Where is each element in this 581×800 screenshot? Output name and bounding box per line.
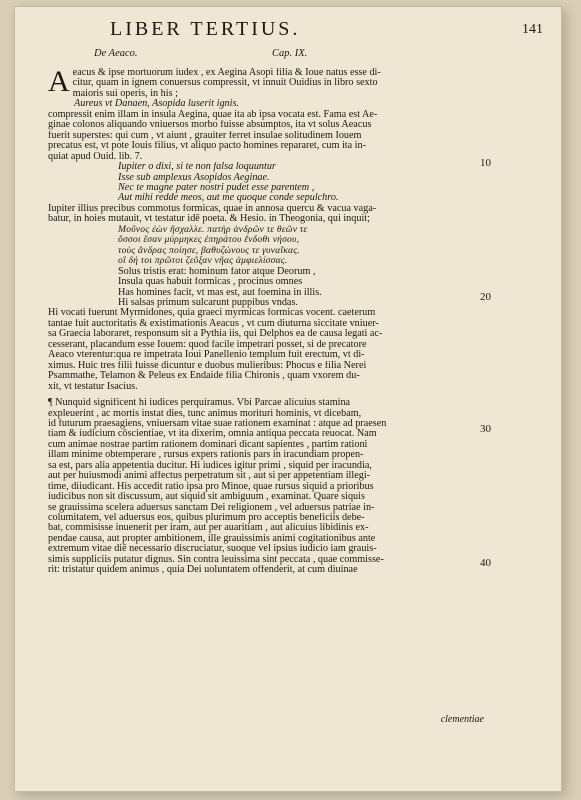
greek-verse-line: οἳ δή τοι πρῶτοι ζεῦξαν νῆας ἀμφιελίσσας. [118,256,288,267]
text-line: citur, quam in ignem conuersus compressit, vt innuit Ouidius in libro sexto [72,78,378,89]
text-line: Hi vocati fuerunt Myrmidones, quia graeci myrmicas formicas vocent. caeterum [48,308,376,319]
text-line: bat, commisisse inuenerit per iram, aut per auaritiam , aut alicuius libidinis ex- [48,523,369,534]
verse-line: Isse sub amplexus Asopidos Aeginae. [118,172,270,183]
text-line: rit: tristatur quidem animus , quia Dei uoluntatem offenderit, at cum diuinae [48,565,358,576]
text-line: maioris sui operis, in his ; [72,88,178,99]
drop-cap: A [48,65,70,98]
greek-verse-line: τοὺς ἄνδρας ποίησε, βαθυζώνους τε γυναῖκας. [118,245,300,256]
text-line: tantae fuit auctoritatis & existimationis Aeacus , vt cum diuturna siccitate vniuer- [48,318,379,329]
text-line: Psammathe, Telamon & Peleus ex Endaide filia Chironis , quam vxorem du- [48,371,360,382]
chapter-number: Cap. IX. [272,48,308,59]
text-line: cesserant, placandum esse Iouem: quod facile impetrari posset, si de precatore [48,339,367,350]
verse-line: Has homines facit, vt mas est, aut foemina in illis. [118,287,322,298]
text-line: cum animae nostrae partim rationem dominari dicant sapientes , partim rationi [48,439,368,450]
text-line: se grauissima scelera aduersus sanctam Dei religionem , vel aduersus patriae in- [48,502,375,513]
verse-line: Hi salsas primum sulcarunt puppibus vndas. [118,297,298,308]
page-number: 141 [522,22,543,37]
text-line: columitatem, vel aduersus eos, quibus plurimum pro acceptis beneficiis debe- [48,513,365,524]
text-line: precatus est, vt pote Iouis filius, vt aliquo pacto homines repararet, cum ita in- [48,141,366,152]
chapter-subject: De Aeaco. [94,48,138,59]
text-line: aut per huiusmodi animi affectus perpetratum sit , aut si per appetentiam illegi- [48,471,371,482]
text-line: time, diiudicant. His accedit ratio ipsa pro Minoe, quae rursus siquid a prioribus [48,481,374,492]
greek-verse-line: ὅσσοι ἔσαν μύρμηκες ἐπηράτου ἔνδοθι νήσου, [118,235,300,246]
text-line: ginae colonos aliquando vniuersos morbo fuisse absumptos, ita vt solus Aeacus [48,120,372,131]
margin-line-number: 20 [480,291,491,303]
text-line: fuerit superstes: qui cum , vt aiunt , grauiter ferret insulae solitudinem Iouem [48,130,362,141]
margin-line-number: 30 [480,423,491,435]
catchword: clementiae [440,714,484,725]
text-line: batur, in hoies mutauit, vt testatur idē poeta. & Hesio. in Theogonia, qui inquit; [48,214,370,225]
text-line: pendae causa, aut propter ambitionem, ille grauissimis animi cogitationibus ante [48,533,376,544]
text-line: expleuerint , ac mortis instat dies, tunc animus morituri hominis, vt dicebam, [48,408,362,419]
verse-line: Insula quas habuit formicas , procinus omnes [118,277,303,288]
margin-line-number: 10 [480,157,491,169]
text-line: extremum vitae diē necessario discruciatur, suoque vel ipsius iudicio iam grauis- [48,544,377,555]
verse-line: Solus tristis erat: hominum fator atque Deorum , [118,266,316,277]
text-line: simis suppliciis putatur dignus. Sin contra leuissima sint peccata , quae commisse- [48,554,384,565]
greek-verse-line: Μοῦνος ἐὼν ἤσχαλλε. πατὴρ ἀνδρῶν τε θεῶν τε [118,224,308,235]
text-line: quiat apud Ouid. lib. 7. [48,151,143,162]
book-page [14,6,562,792]
text-line: eacus & ipse mortuorum iudex , ex Aegina Asopi filia & Ioue natus esse di- [72,68,381,78]
running-title: LIBER TERTIUS. [110,18,301,40]
margin-line-number: 40 [480,557,491,569]
verse-line: Iupiter o dixi, si te non falsa loquuntur [118,162,276,173]
verse-line: Nec te magne pater nostri pudet esse parentem , [118,182,315,193]
text-line: sa est, pars alia appetentia ducitur. Hi iudices igitur primi , siquid per iracundia, [48,460,372,471]
running-head [14,18,562,46]
body-text [48,65,466,576]
text-line: Iupiter illius precibus commotus formicas, quae in annosa quercu & vacua vaga- [48,203,377,214]
text-line: tiam & iudicium cōscientiae, vt ita dixerim, omnia antiqua peccata reuocat. Nam [48,429,377,440]
text-line: illam minime obtemperare , rursus expers rationis pars in iracundiam propen- [48,450,364,461]
text-line: xit, vt testatur Isacius. [48,381,138,392]
text-line: iudicibus non sit discussum, aut siquid sit ambiguum , examinat. Quare siquis [48,492,365,503]
text-line: compressit enim illam in insula Aegina, quae ita ab ipsa vocata est. Fama est Ae- [48,109,378,120]
text-line: id futurum praesagiens, vniuersam vitae suae rationem examinat : atque ad praesen [48,418,387,429]
verse-line: Aureus vt Danaen, Asopida luserit ignis. [74,99,239,110]
text-line: ximus. Huic tres filii fuisse dicuntur e duobus mulieribus: Phocus e filia Nerei [48,360,367,371]
text-line: Aeaco vterentur:qua re impetrata Ioui Panellenio templum fuit erectum, vt di- [48,350,365,361]
text-line: sa Graecia laboraret, responsum sit a Pythia iis, qui Delphos ea de causa legati ac- [48,329,383,340]
text-line: ¶ Nunquid significent hi iudices perquiramus. Vbi Parcae alicuius stamina [48,398,351,409]
verse-line: Aut mihi redde meos, aut me quoque conde sepulchro. [118,193,339,204]
